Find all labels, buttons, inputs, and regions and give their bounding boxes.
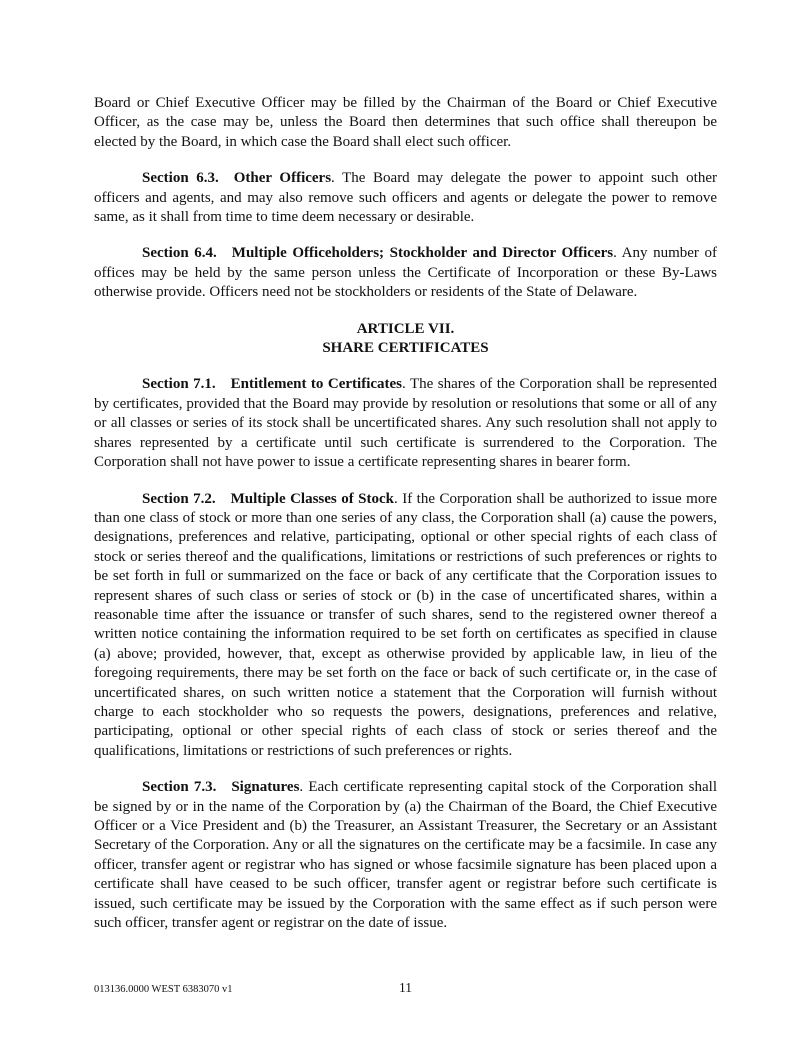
article-heading: [94, 320, 717, 359]
section-6-4-paragraph: [94, 244, 717, 302]
section-title: Multiple Officeholders; Stockholder and Director Officers: [231, 245, 614, 262]
section-title: Signatures: [231, 779, 300, 796]
section-body: . Each certificate representing capital stock of the Corporation shall be signed by or in the name of the Corporation by (a) the Chairman of the Board, the Chief Executive Officer or a Vice President and (b) the Treasurer, an Assistant Treasurer, the Secretary or an Assistant Secretary of the Corporation. Any or all the signatures on the certificate may be a facsimile. In case any officer, transfer agent or registrar who has signed or whose facsimile signature has been placed upon a certificate shall have ceased to be such officer, transfer agent or registrar before such certificate is issued, such certificate may be issued by the Corporation with the same effect as if such person were such officer, transfer agent or registrar on the date of issue.: [94, 779, 718, 932]
section-body: . The shares of the Corporation shall be represented by certificates, provided that the Board may provide by resolution or resolutions that some or all of any or all classes or series of its stock shall be uncertificated shares. Any such resolution shall not apply to shares represented by a certificate until such certificate is surrendered to the Corporation. The Corporation shall not have power to issue a certificate representing shares in bearer form.: [94, 376, 717, 471]
section-number: Section 6.4.: [142, 245, 217, 262]
section-7-1-paragraph: [94, 375, 717, 472]
section-body: . The Board may delegate the power to appoint such other officers and agents, and may also remove such officers and agents or delegate the power to remove same, as it shall from time to time deem necessary or desirable.: [94, 170, 717, 226]
section-body: . Any number of offices may be held by the same person unless the Certificate of Incorporation or these By-Laws otherwise provide. Officers need not be stockholders or residents of the State of Delaware.: [94, 245, 718, 301]
section-number: Section 6.3.: [142, 170, 219, 187]
section-number: Section 7.3.: [142, 779, 217, 796]
footer-document-id: 013136.0000 WEST 6383070 v1: [94, 984, 233, 995]
article-title: ARTICLE VII.: [356, 320, 455, 337]
section-title: Entitlement to Certificates: [230, 376, 403, 393]
section-title: Multiple Classes of Stock: [230, 490, 395, 507]
section-title: Other Officers: [233, 170, 332, 187]
section-7-3-paragraph: [94, 778, 717, 933]
section-number: Section 7.2.: [142, 490, 216, 507]
section-number: Section 7.1.: [142, 376, 216, 393]
section-7-2-paragraph: [94, 490, 717, 762]
continuation-paragraph: Board or Chief Executive Officer may be filled by the Chairman of the Board or Chief Executive Officer, as the case may be, unless the Board then determines that such office shall thereupon be elected by the Board, in which case the Board shall elect such officer.: [94, 95, 717, 150]
footer-page-number: 11: [399, 980, 412, 995]
page-content: [94, 94, 717, 950]
section-body: . If the Corporation shall be authorized to issue more than one class of stock or more than one series of any class, the Corporation shall (a) cause the powers, designations, preferences and relative, participating, optional or other special rights of each class of stock or series thereof and the qualifications, limitations or restrictions of such preferences or rights to be set forth in full or summarized on the face or back of any certificate that the Corporation issues to represent shares of such class or series of stock or (b) in the case of uncertificated shares, within a reasonable time after the issuance or transfer of such shares, send to the registered owner thereof a written notice containing the information required to be set forth on certificates as specified in clause (a) above; provided, however, that, except as otherwise provided by applicable law, in lieu of the foregoing requirements, there may be set forth on the face or back of such certificate or, in the case of uncertificated shares, on such written notice a statement that the Corporation will furnish without charge to each stockholder who so requests the powers, designations, preferences and relative, participating, optional or other special rights of each class of stock or series thereof and the qualifications, limitations or restrictions of such preferences or rights.: [94, 490, 717, 759]
section-6-3-paragraph: [94, 169, 717, 227]
article-subtitle: SHARE CERTIFICATES: [322, 340, 489, 357]
